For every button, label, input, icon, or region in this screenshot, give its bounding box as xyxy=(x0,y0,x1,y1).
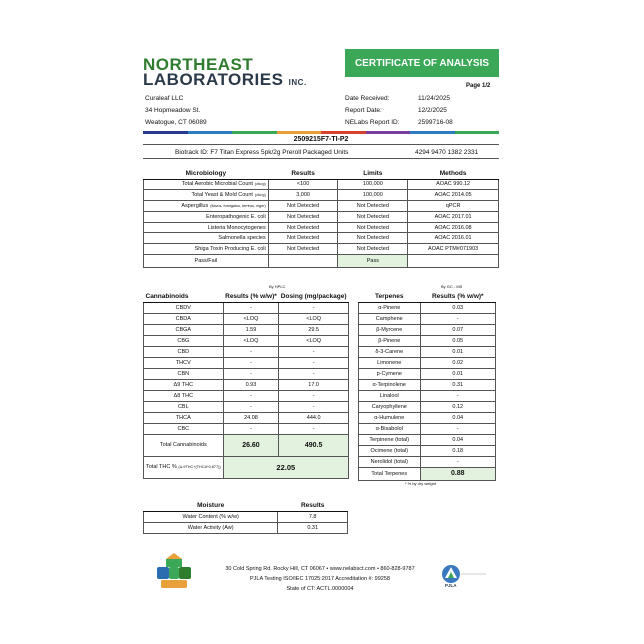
total-thc-label-text: Total THC % xyxy=(146,464,177,470)
cannabinoid-result: 24.08 xyxy=(223,412,279,423)
cannabinoid-name: THCV xyxy=(144,357,224,368)
terpene-result: 0.04 xyxy=(420,434,495,445)
cannabinoid-dose: 29.5 xyxy=(279,324,349,335)
client-name: Curaleaf LLC xyxy=(145,95,184,102)
terpene-name: Ocimene (total) xyxy=(359,445,421,456)
passfail-label: Pass/Fail xyxy=(144,255,269,268)
client-city: Weatogue, CT 06089 xyxy=(145,119,207,126)
cannabinoid-result: - xyxy=(223,302,279,313)
cannabinoid-dose: <LOQ xyxy=(279,335,349,346)
terpene-name: α-Pinene xyxy=(359,302,421,313)
cannabinoid-name: CBC xyxy=(144,423,224,434)
logo-northeast: NORTHEAST xyxy=(143,55,254,74)
cannabinoid-dose: 17.0 xyxy=(279,379,349,390)
cannabinoid-dose: - xyxy=(279,423,349,434)
client-address xyxy=(145,93,207,129)
micro-header: Microbiology xyxy=(144,168,269,179)
table-row xyxy=(144,244,499,255)
passfail-spacer xyxy=(408,255,499,268)
terpene-result: 0.18 xyxy=(420,445,495,456)
micro-test-name xyxy=(144,201,269,212)
table-row xyxy=(144,401,349,412)
table-row xyxy=(359,423,496,434)
total-terpenes-label: Total Terpenes xyxy=(359,467,421,480)
micro-test-unit: (cfu/g) xyxy=(254,182,266,187)
table-row xyxy=(359,346,496,357)
cannabinoid-name: CBDV xyxy=(144,302,224,313)
cannabinoid-dose: 444.0 xyxy=(279,412,349,423)
page-number: Page 1/2 xyxy=(466,83,491,89)
microbiology-table xyxy=(143,168,499,268)
table-row xyxy=(144,313,349,324)
divider xyxy=(143,144,499,145)
micro-result: Not Detected xyxy=(268,233,338,244)
micro-test-unit: (flavus, fumigatus, terreus, niger) xyxy=(210,203,266,208)
logo-inc: INC. xyxy=(288,78,307,87)
color-bar-segment xyxy=(232,131,277,134)
biotrack-id: Biotrack ID: F7 Titan Express 5pk/2g Preroll Packaged Units xyxy=(175,149,349,156)
table-row xyxy=(144,346,349,357)
micro-test-label: Listeria Monocytogenes xyxy=(207,224,266,231)
micro-test-label: Total Aerobic Microbial Count xyxy=(181,181,253,188)
cannabinoid-result: - xyxy=(223,346,279,357)
table-row xyxy=(359,456,496,467)
moisture-header: Moisture xyxy=(144,500,278,511)
logo-laboratories xyxy=(143,70,307,90)
table-row xyxy=(144,357,349,368)
cannabinoid-dose: <LOQ xyxy=(279,313,349,324)
table-row xyxy=(144,233,499,244)
cannabinoid-name: CBD xyxy=(144,346,224,357)
micro-method: AOAC 2014.05 xyxy=(408,190,499,201)
cannabinoid-dose: - xyxy=(279,302,349,313)
color-bar-segment xyxy=(410,131,455,134)
moisture-header: Results xyxy=(278,500,348,511)
micro-test-name xyxy=(144,233,269,244)
table-row xyxy=(144,423,349,434)
micro-limit: Not Detected xyxy=(338,201,408,212)
cannabinoid-name: CBG xyxy=(144,335,224,346)
micro-test-name xyxy=(144,244,269,255)
footer-accreditation: PJLA Testing ISO/IEC 17025:2017 Accreditation #: 99258 xyxy=(250,576,390,582)
micro-result: 3,000 xyxy=(268,190,338,201)
moisture-table xyxy=(143,500,348,534)
table-row xyxy=(359,390,496,401)
footer-state: State of CT: ACTL.0000004 xyxy=(286,586,354,592)
footer xyxy=(170,564,470,594)
terpene-name: Limonene xyxy=(359,357,421,368)
passfail-spacer xyxy=(268,255,338,268)
terpene-result: - xyxy=(420,390,495,401)
table-row xyxy=(144,201,499,212)
pjla-label: PJLA xyxy=(445,583,457,588)
micro-test-label: Shiga Toxin Producing E. coli xyxy=(194,246,266,253)
date-received: 11/24/2025 xyxy=(418,95,451,102)
table-row xyxy=(144,368,349,379)
terpene-result: 0.02 xyxy=(420,357,495,368)
biotrack-number: 4294 9470 1382 2331 xyxy=(415,149,479,156)
cannabinoid-name: THCA xyxy=(144,412,224,423)
cannabinoid-name: CBGA xyxy=(144,324,224,335)
terpenes-table xyxy=(358,291,496,481)
micro-limit: 100,000 xyxy=(338,190,408,201)
micro-result: Not Detected xyxy=(268,211,338,222)
table-row xyxy=(359,401,496,412)
cannabinoid-result: 1.59 xyxy=(223,324,279,335)
divider xyxy=(143,158,499,159)
terpene-result: - xyxy=(420,313,495,324)
terpene-result: 0.12 xyxy=(420,401,495,412)
moisture-result: 0.31 xyxy=(278,522,348,533)
terpene-name: α-Terpinolene xyxy=(359,379,421,390)
table-row xyxy=(359,313,496,324)
color-bar-segment xyxy=(321,131,366,134)
table-row xyxy=(144,412,349,423)
terpene-name: Nerolidol (total) xyxy=(359,456,421,467)
color-bar-segment xyxy=(366,131,411,134)
cannabinoid-name: Δ9 THC xyxy=(144,379,224,390)
micro-method: AOAC 2016.01 xyxy=(408,233,499,244)
terpene-name: Terpinene (total) xyxy=(359,434,421,445)
table-row xyxy=(144,190,499,201)
micro-header: Limits xyxy=(338,168,408,179)
color-bar-segment xyxy=(143,131,188,134)
report-date-label: Report Date: xyxy=(345,107,382,114)
terpene-result: 0.05 xyxy=(420,335,495,346)
table-row xyxy=(359,335,496,346)
cannabinoid-dose: - xyxy=(279,368,349,379)
table-row xyxy=(359,412,496,423)
terpene-header: Terpenes xyxy=(359,291,421,302)
coa-banner: CERTIFICATE OF ANALYSIS xyxy=(345,49,499,77)
terpene-result: 0.03 xyxy=(420,302,495,313)
passfail-value: Pass xyxy=(338,255,408,268)
micro-test-label: Enteropathogenic E. coli xyxy=(206,213,266,220)
micro-method: AOAC 990.12 xyxy=(408,179,499,190)
table-row xyxy=(359,357,496,368)
micro-method: AOAC 2017.01 xyxy=(408,211,499,222)
cannabinoid-result: - xyxy=(223,357,279,368)
cannabinoid-dose: - xyxy=(279,401,349,412)
table-row xyxy=(144,324,349,335)
report-id-label: NELabs Report ID: xyxy=(345,119,400,126)
table-row xyxy=(144,390,349,401)
micro-result: Not Detected xyxy=(268,201,338,212)
cannabinoid-header: Dosing (mg/package) xyxy=(279,291,349,302)
terpene-header: Results (% w/w)* xyxy=(420,291,495,302)
table-row xyxy=(144,302,349,313)
micro-limit: 100,000 xyxy=(338,179,408,190)
table-row xyxy=(144,379,349,390)
moisture-name: Water Activity (Aw) xyxy=(144,522,278,533)
micro-limit: Not Detected xyxy=(338,222,408,233)
terpene-result: 0.01 xyxy=(420,368,495,379)
pjla-logo-icon xyxy=(440,561,488,589)
cannabinoid-name: CBN xyxy=(144,368,224,379)
terpene-name: β-Myrcene xyxy=(359,324,421,335)
micro-test-label: Salmonella species xyxy=(218,235,266,242)
cannabinoid-dose: - xyxy=(279,346,349,357)
total-thc-formula: (Δ-9THC+(THCA*0.877)) xyxy=(178,465,221,469)
total-terpenes-value: 0.88 xyxy=(420,467,495,480)
moisture-name: Water Content (% w/w) xyxy=(144,511,278,522)
cannabinoid-result: - xyxy=(223,401,279,412)
color-bar-segment xyxy=(188,131,233,134)
terpene-result: 0.07 xyxy=(420,324,495,335)
client-street: 34 Hopmeadow St. xyxy=(145,107,201,114)
terpene-name: β-Pinene xyxy=(359,335,421,346)
terpene-result: - xyxy=(420,423,495,434)
logo-laboratories-text: LABORATORIES xyxy=(143,70,284,89)
table-row xyxy=(359,302,496,313)
total-cannabinoids-result: 26.60 xyxy=(223,434,279,456)
terpene-name: p-Cymene xyxy=(359,368,421,379)
micro-method: AOAC 2016.08 xyxy=(408,222,499,233)
cannabinoid-name: Δ8 THC xyxy=(144,390,224,401)
cannabinoid-result: - xyxy=(223,368,279,379)
table-row xyxy=(359,324,496,335)
date-received-label: Date Received: xyxy=(345,95,390,102)
table-row xyxy=(359,379,496,390)
micro-header: Results xyxy=(268,168,338,179)
total-cannabinoids-dose: 490.5 xyxy=(279,434,349,456)
table-row xyxy=(144,335,349,346)
cannabinoid-dose: - xyxy=(279,390,349,401)
cannabinoid-header: Cannabinoids xyxy=(144,291,224,302)
cannabinoid-result: - xyxy=(223,390,279,401)
cannabinoid-name: CBL xyxy=(144,401,224,412)
report-values xyxy=(418,93,453,129)
terpene-name: α-Humulene xyxy=(359,412,421,423)
micro-test-name xyxy=(144,222,269,233)
color-bar-segment xyxy=(455,131,500,134)
micro-test-label: Total Yeast & Mold Count xyxy=(191,192,253,199)
cannabinoid-header: Results (% w/w)* xyxy=(223,291,279,302)
terpene-name: Caryophyllene xyxy=(359,401,421,412)
table-row xyxy=(144,222,499,233)
dry-weight-note: * % by dry weight xyxy=(405,481,436,486)
report-id: 2599716-08 xyxy=(418,119,453,126)
micro-result: <100 xyxy=(268,179,338,190)
report-labels xyxy=(345,93,400,129)
terpene-result: 0.01 xyxy=(420,346,495,357)
brand-color-bar xyxy=(143,131,499,134)
micro-result: Not Detected xyxy=(268,222,338,233)
table-row xyxy=(359,445,496,456)
micro-limit: Not Detected xyxy=(338,211,408,222)
terpene-result: - xyxy=(420,456,495,467)
moisture-result: 7.8 xyxy=(278,511,348,522)
cannabinoid-result: <LOQ xyxy=(223,313,279,324)
table-row xyxy=(144,211,499,222)
micro-header: Methods xyxy=(408,168,499,179)
table-row xyxy=(144,511,348,522)
micro-limit: Not Detected xyxy=(338,233,408,244)
sample-id: 2509215F7-TI-P2 xyxy=(293,136,349,143)
micro-limit: Not Detected xyxy=(338,244,408,255)
table-row xyxy=(144,522,348,533)
terpene-result: 0.31 xyxy=(420,379,495,390)
table-row xyxy=(144,179,499,190)
micro-test-name xyxy=(144,179,269,190)
total-cannabinoids-label: Total Cannabinoids xyxy=(144,434,224,456)
cannabinoid-dose: - xyxy=(279,357,349,368)
color-bar-segment xyxy=(277,131,322,134)
cannabinoid-result: <LOQ xyxy=(223,335,279,346)
total-thc-value: 22.05 xyxy=(223,456,348,478)
terpene-name: Linalool xyxy=(359,390,421,401)
cannabinoid-result: 0.93 xyxy=(223,379,279,390)
cannabinoids-table xyxy=(143,291,349,479)
gcms-note: By GC - MS xyxy=(441,284,463,289)
table-row xyxy=(359,368,496,379)
terpene-result: 0.04 xyxy=(420,412,495,423)
passfail-row xyxy=(144,255,499,268)
terpene-name: Camphene xyxy=(359,313,421,324)
micro-test-name xyxy=(144,211,269,222)
total-thc-label xyxy=(144,456,224,478)
micro-method: AOAC PTM#071903 xyxy=(408,244,499,255)
micro-result: Not Detected xyxy=(268,244,338,255)
hplc-note: By HPLC xyxy=(269,284,286,289)
footer-address: 30 Cold Spring Rd. Rocky Hill, CT 06067 • www.nelabsct.com • 860-828-9787 xyxy=(225,566,415,572)
micro-method: qPCR xyxy=(408,201,499,212)
micro-test-unit: (cfu/g) xyxy=(254,193,266,198)
terpene-name: δ-3-Carene xyxy=(359,346,421,357)
micro-test-name xyxy=(144,190,269,201)
table-row xyxy=(359,434,496,445)
cannabinoid-name: CBDA xyxy=(144,313,224,324)
micro-test-label: Aspergillus xyxy=(181,202,209,209)
cannabinoid-result: - xyxy=(223,423,279,434)
report-date: 12/2/2025 xyxy=(418,107,447,114)
terpene-name: α-Bisabolol xyxy=(359,423,421,434)
